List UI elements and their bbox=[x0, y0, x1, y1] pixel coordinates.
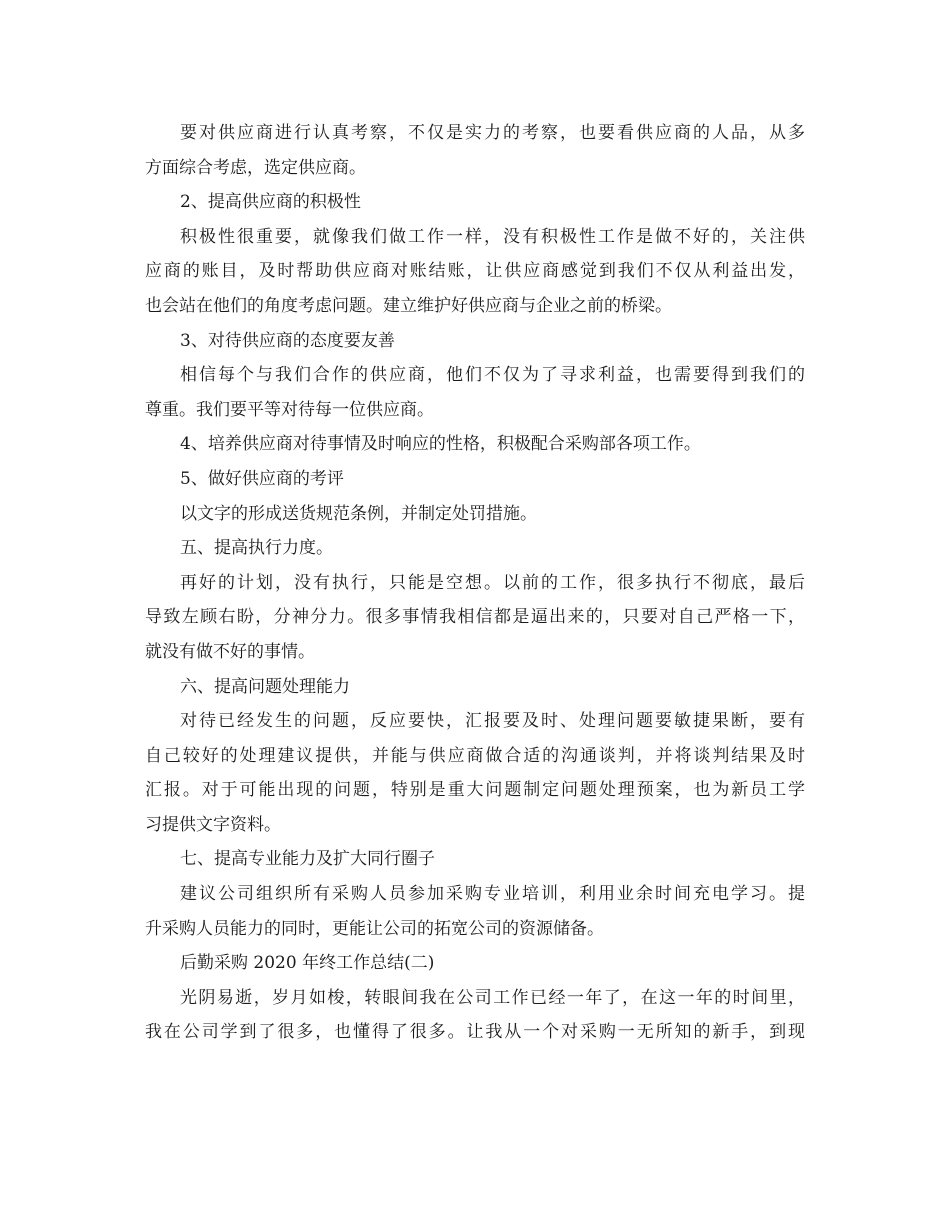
text-line: 方面综合考虑，选定供应商。 bbox=[145, 157, 366, 178]
text-line: 自己较好的处理建议提供，并能与供应商做合适的沟通谈判，并将谈判结果及时 bbox=[145, 745, 805, 766]
text-line: 应商的账目，及时帮助供应商对账结账，让供应商感觉到我们不仅从利益出发， bbox=[145, 261, 805, 282]
section-heading: 5、做好供应商的考评 bbox=[180, 468, 344, 489]
text-line: 对待已经发生的问题，反应要快，汇报要及时、处理问题要敏捷果断，要有 bbox=[180, 711, 805, 732]
section-heading: 七、提高专业能力及扩大同行圈子 bbox=[180, 849, 435, 870]
text-line: 升采购人员能力的同时，更能让公司的拓宽公司的资源储备。 bbox=[145, 918, 604, 939]
text-line: 建议公司组织所有采购人员参加采购专业培训，利用业余时间充电学习。提 bbox=[180, 884, 805, 905]
text-line: 要对供应商进行认真考察，不仅是实力的考察，也要看供应商的人品，从多 bbox=[180, 123, 805, 143]
text-line: 也会站在他们的角度考虑问题。建立维护好供应商与企业之前的桥梁。 bbox=[145, 295, 672, 316]
text-line: 导致左顾右盼，分神分力。很多事情我相信都是逼出来的，只要对自己严格一下， bbox=[145, 607, 805, 628]
text-line: 光阴易逝，岁月如梭，转眼间我在公司工作已经一年了，在这一年的时间里， bbox=[180, 987, 805, 1008]
section-heading: 五、提高执行力度。 bbox=[180, 538, 333, 559]
text-line: 就没有做不好的事情。 bbox=[145, 641, 315, 662]
text-line: 以文字的形成送货规范条例，并制定处罚措施。 bbox=[180, 503, 537, 524]
section-heading: 六、提高问题处理能力 bbox=[180, 676, 350, 697]
text-line: 我在公司学到了很多，也懂得了很多。让我从一个对采购一无所知的新手，到现 bbox=[145, 1022, 805, 1043]
text-line: 习提供文字资料。 bbox=[145, 814, 281, 835]
section-heading: 3、对待供应商的态度要友善 bbox=[180, 330, 395, 351]
text-line: 汇报。对于可能出现的问题，特别是重大问题制定问题处理预案，也为新员工学 bbox=[145, 780, 805, 801]
text-line: 积极性很重要，就像我们做工作一样，没有积极性工作是做不好的，关注供 bbox=[180, 226, 805, 247]
document-body bbox=[145, 116, 805, 1050]
document-subtitle: 后勤采购 2020 年终工作总结(二) bbox=[180, 953, 435, 974]
section-heading: 2、提高供应商的积极性 bbox=[180, 192, 361, 213]
text-line: 再好的计划，没有执行，只能是空想。以前的工作，很多执行不彻底，最后 bbox=[180, 572, 805, 593]
section-heading: 4、培养供应商对待事情及时响应的性格，积极配合采购部各项工作。 bbox=[180, 434, 701, 455]
text-line: 相信每个与我们合作的供应商，他们不仅为了寻求利益，也需要得到我们的 bbox=[180, 365, 805, 386]
text-line: 尊重。我们要平等对待每一位供应商。 bbox=[145, 399, 434, 420]
